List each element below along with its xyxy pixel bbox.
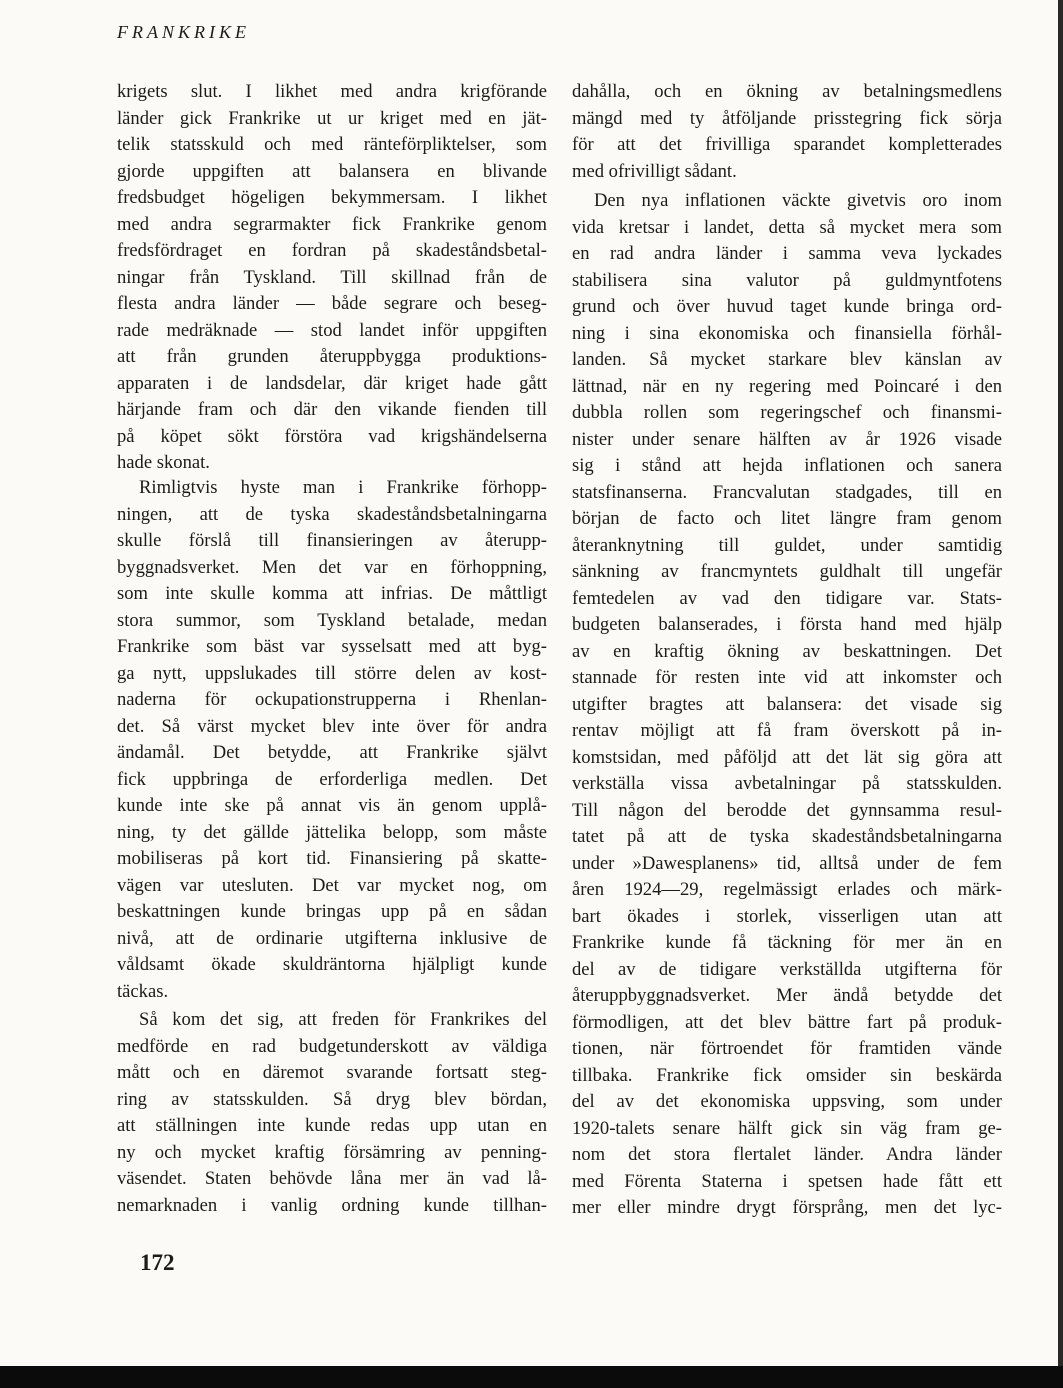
- text-line: fredsfördraget en fordran på skadeståndsbetal-: [117, 240, 547, 261]
- text-line: budgeten balanserades, i första hand med hjälp: [572, 614, 1002, 635]
- text-line: återuppbyggnadsverket. Mer ändå betydde det: [572, 985, 1002, 1006]
- text-line: med ofrivilligt sådant.: [572, 160, 737, 182]
- text-line: verkställa vissa avbetalningar på statsskulden.: [572, 773, 1002, 794]
- text-line: del av det ekonomiska uppsving, som under: [572, 1091, 1002, 1112]
- text-line: fick uppbringa de erforderliga medlen. Det: [117, 768, 547, 790]
- page-number: 172: [140, 1250, 175, 1275]
- text-line: med andra segrarmakter fick Frankrike genom: [117, 213, 547, 235]
- text-line: förmodligen, att det blev bättre fart på produk-: [572, 1011, 1002, 1033]
- text-line: Frankrike kunde få täckning för mer än en: [572, 932, 1002, 953]
- text-line: apparaten i de landsdelar, där kriget hade gått: [117, 372, 547, 394]
- text-line: ningen, att de tyska skadeståndsbetalningarna: [117, 503, 547, 525]
- text-line: byggnadsverket. Men det var en förhoppning,: [117, 556, 547, 578]
- text-line: kunde inte ske på annat vis än genom upplå-: [117, 795, 547, 816]
- text-line: flesta andra länder — både segrare och beseg-: [117, 293, 547, 314]
- text-line: ny och mycket kraftig försämring av penning-: [117, 1141, 547, 1163]
- text-line: tionen, när förtroendet för framtiden vände: [572, 1038, 1002, 1059]
- text-line: sig i stånd att hejda inflationen och sanera: [572, 455, 1002, 476]
- text-line: våldsamt ökade skuldräntorna hjälpligt kunde: [117, 954, 547, 975]
- text-line: medförde en rad budgetunderskott av väldiga: [117, 1035, 547, 1057]
- text-line: mobiliseras på kort tid. Finansiering på skatte-: [117, 848, 547, 869]
- text-line: vida kretsar i landet, detta så mycket mera som: [572, 216, 1002, 238]
- text-line: rentav möjligt att få fram överskott på in-: [572, 720, 1002, 741]
- text-line: Rimligtvis hyste man i Frankrike förhopp-: [139, 477, 547, 498]
- text-line: mängd med ty åtföljande prisstegring fick sörja: [572, 107, 1002, 129]
- text-line: komstsidan, med påföljd att det lät sig göra att: [572, 746, 1002, 768]
- text-line: fredsbudget högeligen bekymmersam. I likhet: [117, 187, 547, 208]
- text-line: bart ökades i storlek, visserligen utan att: [572, 905, 1002, 927]
- text-line: på köpet sökt förstöra vad krigshändelserna: [117, 425, 547, 447]
- text-line: att ställningen inte kunde redas upp utan en: [117, 1115, 547, 1136]
- text-line: gjorde uppgiften att balansera en blivande: [117, 160, 547, 182]
- text-line: Den nya inflationen väckte givetvis oro inom: [594, 190, 1002, 211]
- text-line: under »Dawesplanens» tid, alltså under de fem: [572, 852, 1002, 874]
- text-line: krigets slut. I likhet med andra krigförande: [117, 81, 547, 102]
- text-line: tatet på att de tyska skadeståndsbetalningarna: [572, 826, 1002, 847]
- text-line: Till någon del berodde det gynnsamma resul-: [572, 799, 1002, 821]
- paragraph: [572, 79, 1002, 185]
- paragraph: [117, 79, 547, 477]
- text-line: rade medräknade — stod landet inför uppgiften: [117, 319, 547, 341]
- running-header: FRANKRIKE: [117, 22, 250, 42]
- text-line: mer eller mindre drygt försprång, men det lyc-: [572, 1197, 1002, 1218]
- text-line: 1920-talets senare hälft gick sin väg fram ge-: [572, 1117, 1002, 1139]
- text-line: det. Så värst mycket blev inte över för andra: [117, 715, 547, 737]
- text-line: nister under senare hälften av år 1926 visade: [572, 428, 1002, 450]
- text-line: dahålla, och en ökning av betalningsmedlens: [572, 81, 1002, 102]
- text-line: åren 1924—29, regelmässigt erlades och märk-: [572, 879, 1002, 900]
- text-line: länder gick Frankrike ut ur kriget med en jät-: [117, 107, 547, 129]
- text-line: skulle förslå till finansieringen av återupp-: [117, 530, 547, 551]
- text-line: naderna för ockupationstrupperna i Rhenlan-: [117, 689, 547, 710]
- text-line: del av de tidigare verkställda utgifterna för: [572, 958, 1002, 980]
- text-line: med Förenta Staterna i spetsen hade fått ett: [572, 1170, 1002, 1192]
- text-line: början de facto och litet längre fram genom: [572, 508, 1002, 529]
- text-line: härjande fram och där den vikande fienden till: [117, 399, 547, 420]
- text-line: en rad andra länder i samma veva lyckades: [572, 243, 1002, 264]
- text-line: nom det stora flertalet länder. Andra länder: [572, 1144, 1002, 1165]
- text-line: väsendet. Staten behövde låna mer än vad lå-: [117, 1168, 547, 1189]
- text-line: beskattningen kunde bringas upp på en sådan: [117, 901, 547, 922]
- text-line: sänkning av francmyntets guldhalt till ungefär: [572, 561, 1002, 582]
- text-line: femtedelen av vad den tidigare var. Stats-: [572, 587, 1002, 609]
- text-line: för att det frivilliga sparandet kompletterades: [572, 134, 1002, 155]
- text-line: återanknytning till guldet, under samtidig: [572, 534, 1002, 556]
- paragraph: [117, 1007, 547, 1219]
- scan-border: [0, 1366, 1063, 1388]
- text-line: som inte skulle komma att infrias. De måttligt: [117, 583, 547, 604]
- paragraph: [572, 188, 1002, 1222]
- text-line: telik statsskuld och med ränteförpliktelser, som: [117, 134, 547, 155]
- text-line: hade skonat.: [117, 452, 210, 473]
- text-line: dubbla rollen som regeringschef och finansmi-: [572, 402, 1002, 423]
- text-line: ning i sina ekonomiska och finansiella förhål-: [572, 322, 1002, 344]
- text-line: statsfinanserna. Francvalutan stadgades, till en: [572, 481, 1002, 503]
- text-line: stora summor, som Tyskland betalade, medan: [117, 609, 547, 631]
- text-line: Frankrike som bäst var sysselsatt med att byg-: [117, 636, 547, 657]
- text-line: tillbaka. Frankrike fick omsider sin beskärda: [572, 1064, 1002, 1086]
- text-line: ändamål. Det betydde, att Frankrike självt: [117, 742, 547, 763]
- text-line: landen. Så mycket starkare blev känslan av: [572, 349, 1002, 370]
- text-line: av en kraftig ökning av beskattningen. Det: [572, 640, 1002, 662]
- text-line: Så kom det sig, att freden för Frankrikes del: [139, 1009, 547, 1030]
- text-line: utgifter bragtes att balansera: det visade sig: [572, 693, 1002, 715]
- text-line: nemarknaden i vanlig ordning kunde tillhan-: [117, 1194, 547, 1216]
- text-line: stannade för resten inte vid att inkomster och: [572, 667, 1002, 688]
- text-line: mått och en däremot svarande fortsatt steg-: [117, 1062, 547, 1083]
- scan-edge: [1058, 0, 1063, 1366]
- text-line: nivå, att de ordinarie utgifterna inklusive de: [117, 927, 547, 949]
- text-line: täckas.: [117, 980, 169, 1002]
- text-line: vägen var utesluten. Det var mycket nog, om: [117, 874, 547, 896]
- text-line: stabilisera sina valutor på guldmyntfotens: [572, 269, 1002, 291]
- text-line: att från grunden återuppbygga produktions-: [117, 346, 547, 367]
- paragraph: [117, 475, 547, 1005]
- text-line: ring av statsskulden. Så dryg blev bördan,: [117, 1088, 547, 1110]
- text-line: ningar från Tyskland. Till skillnad från de: [117, 266, 547, 288]
- text-line: ga nytt, uppslukades till större delen av kost-: [117, 662, 547, 684]
- text-line: lättnad, när en ny regering med Poincaré i den: [572, 375, 1002, 397]
- text-line: grund och över huvud taget kunde bringa ord-: [572, 296, 1002, 317]
- text-line: ning, ty det gällde jättelika belopp, som måste: [117, 821, 547, 843]
